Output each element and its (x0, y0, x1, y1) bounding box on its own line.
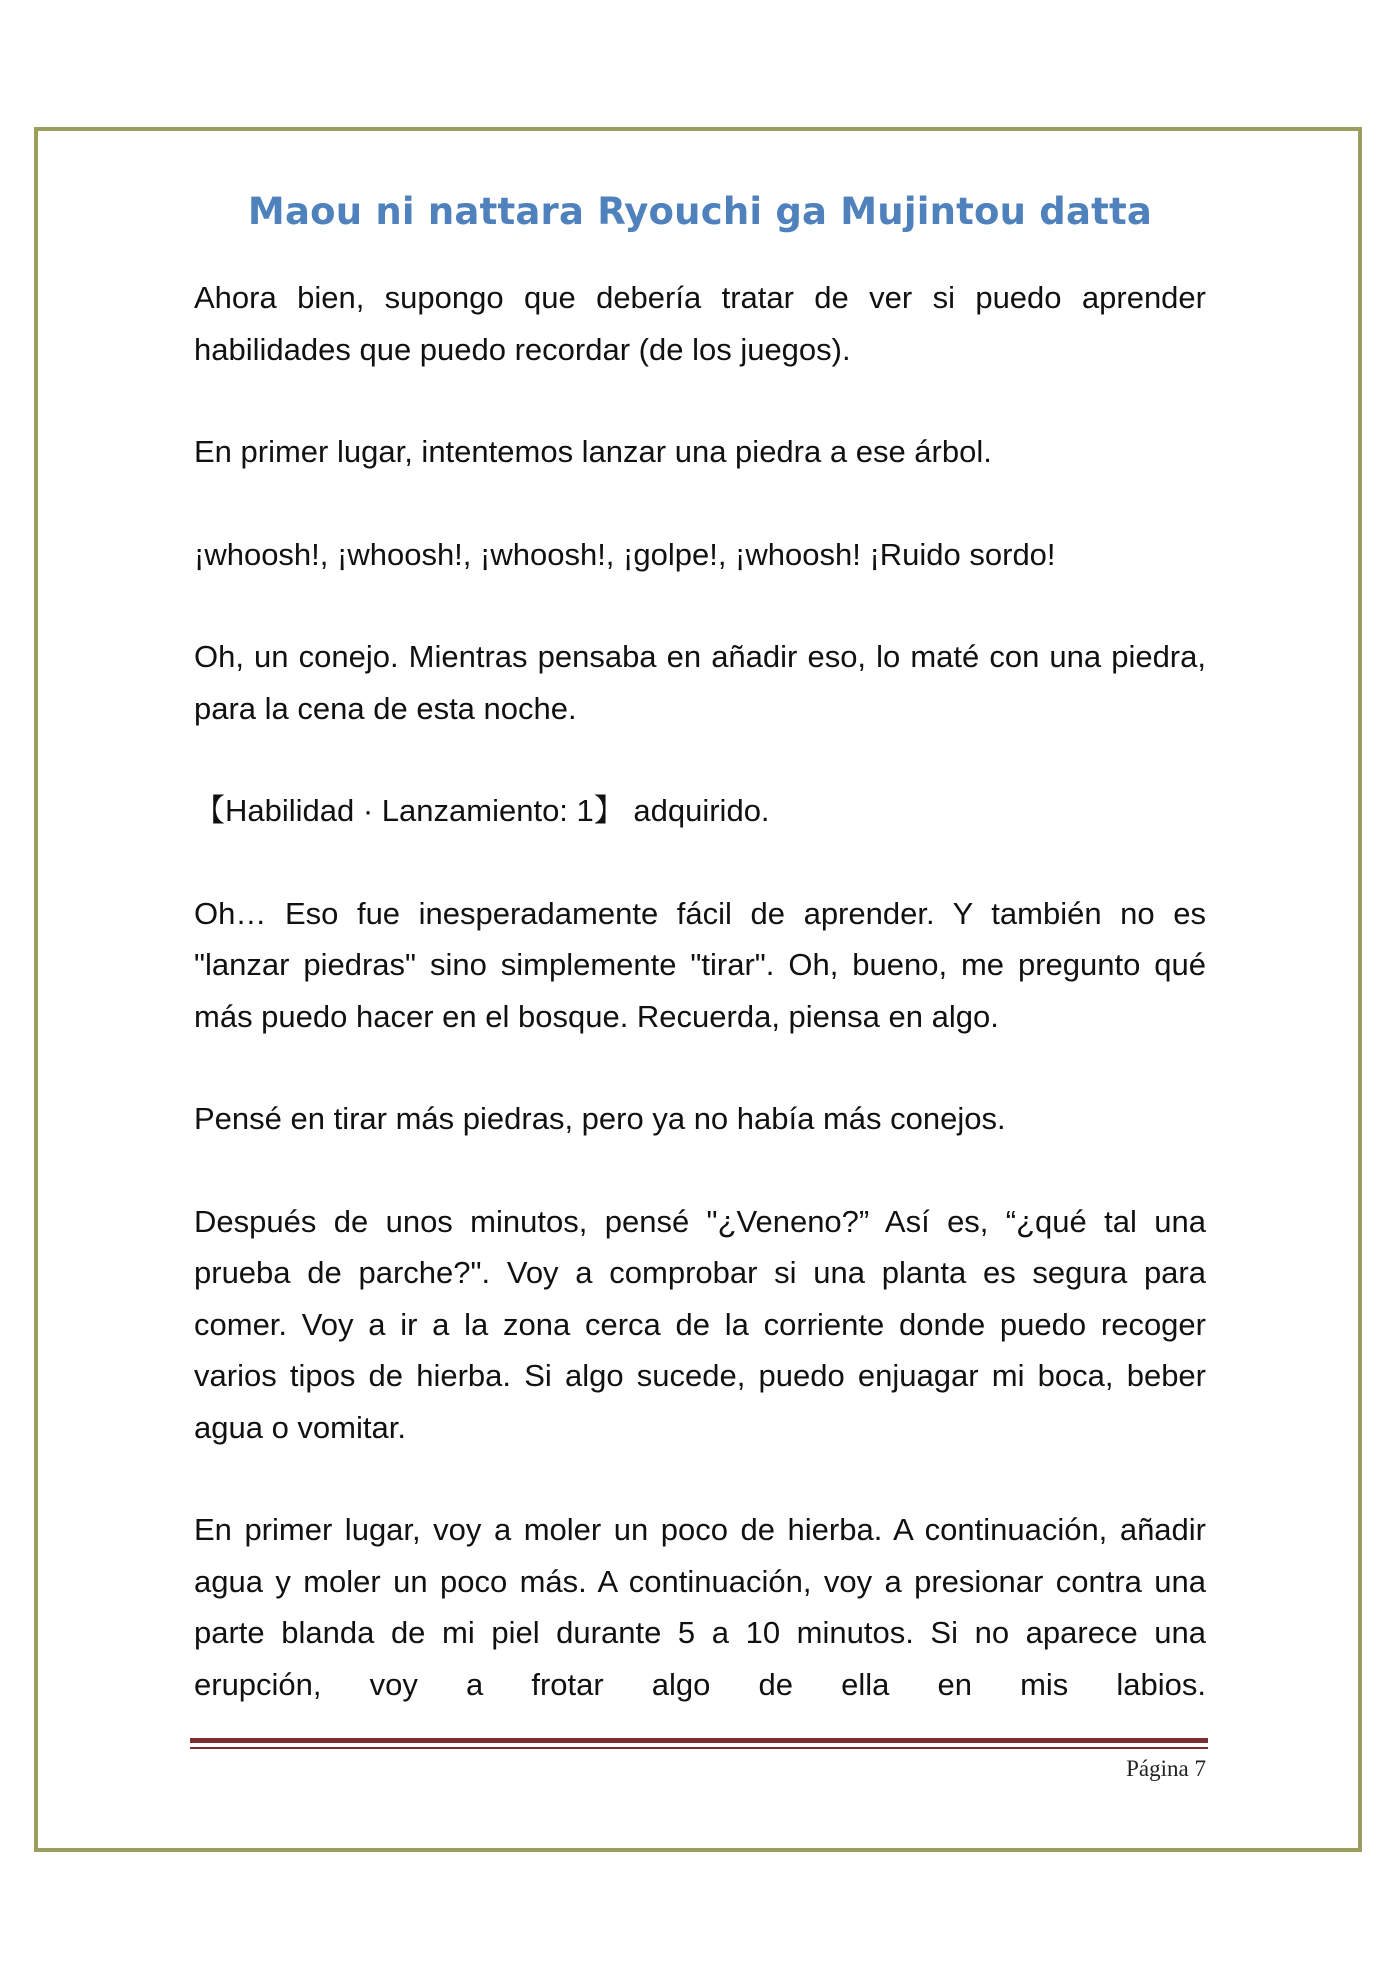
paragraph: En primer lugar, voy a moler un poco de hierba. A continuación, añadir agua y moler un poco más. A continuación, voy a presionar contra una parte blanda de mi piel durante 5 a 10 minutos. Si no aparece una erupción, voy a frotar algo de ella en mis labios. (194, 1512, 1206, 1702)
paragraph: Después de unos minutos, pensé "¿Veneno?” Así es, “¿qué tal una prueba de parche?". Voy a comprobar si una planta es segura para comer. Voy a ir a la zona cerca de la corriente donde puedo recoger varios tipos de hierba. Si algo sucede, puedo enjuagar mi boca, beber agua o vomitar. (194, 1203, 1206, 1445)
footer-divider (190, 1738, 1208, 1750)
page-number: Página 7 (1126, 1756, 1206, 1781)
paragraph: ¡whoosh!, ¡whoosh!, ¡whoosh!, ¡golpe!, ¡whoosh! ¡Ruido sordo! (194, 536, 1056, 572)
paragraph: En primer lugar, intentemos lanzar una piedra a ese árbol. (194, 434, 992, 469)
paragraph: Ahora bien, supongo que debería tratar de ver si puedo aprender habilidades que puedo recordar (de los juegos). (194, 280, 1206, 367)
paragraph: Oh, un conejo. Mientras pensaba en añadir eso, lo maté con una piedra, para la cena de esta noche. (194, 639, 1206, 726)
document-body (194, 272, 1206, 1710)
paragraph: Oh… Eso fue inesperadamente fácil de aprender. Y también no es "lanzar piedras" sino simplemente "tirar". Oh, bueno, me pregunto qué más puedo hacer en el bosque. Recuerda, piensa en algo. (194, 895, 1206, 1034)
document-title: Maou ni nattara Ryouchi ga Mujintou datta (247, 189, 1153, 233)
skill-acquired-paragraph: 【Habilidad · Lanzamiento: 1】 adquirido. (194, 793, 770, 828)
paragraph: Pensé en tirar más piedras, pero ya no había más conejos. (194, 1101, 1006, 1136)
